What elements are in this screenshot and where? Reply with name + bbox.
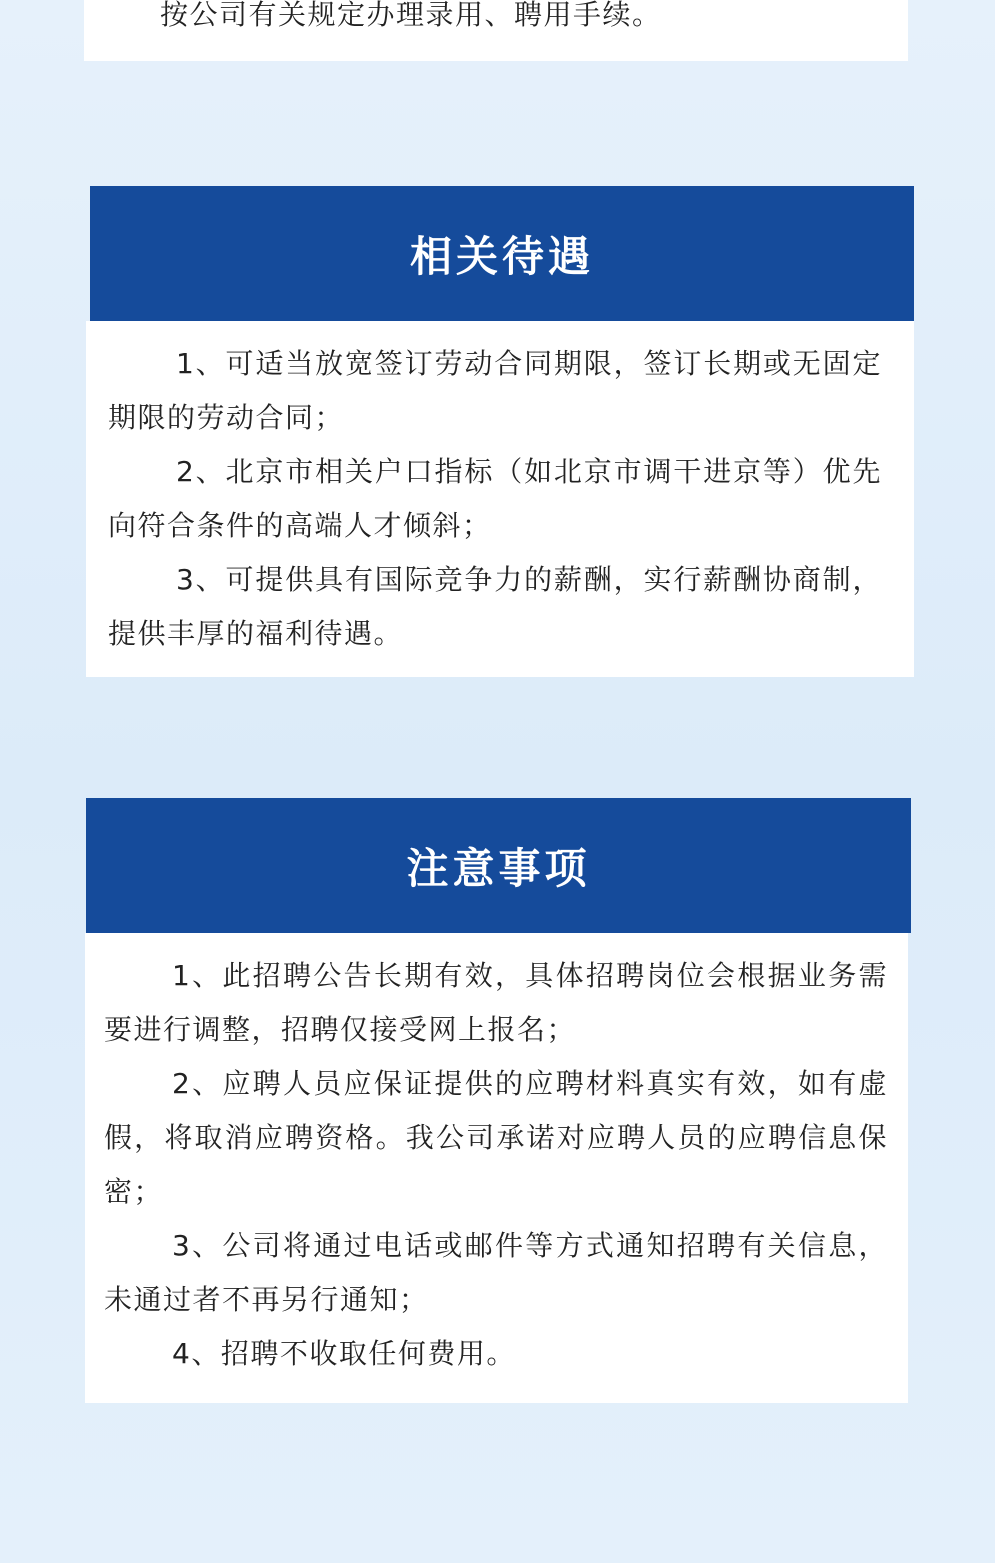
notes-panel: [85, 933, 908, 1403]
notes-item-1: 1、此招聘公告长期有效，具体招聘岗位会根据业务需要进行调整，招聘仅接受网上报名；: [104, 959, 888, 1046]
benefits-panel: [86, 321, 914, 677]
notes-title: 注意事项: [406, 843, 591, 893]
notes-item-2: 2、应聘人员应保证提供的应聘材料真实有效，如有虚假，将取消应聘资格。我公司承诺对应聘人员的应聘信息保密；: [104, 1067, 888, 1208]
benefits-item-2: 2、北京市相关户口指标（如北京市调干进京等）优先向符合条件的高端人才倾斜；: [108, 455, 882, 542]
notes-item-4: 4、招聘不收取任何费用。: [172, 1337, 516, 1370]
notes-item-3: 3、公司将通过电话或邮件等方式通知招聘有关信息，未通过者不再另行通知；: [104, 1229, 888, 1316]
top-card: [84, 0, 908, 61]
benefits-title: 相关待遇: [409, 231, 594, 281]
top-card-text: 按公司有关规定办理录用、聘用手续。: [160, 0, 662, 31]
benefits-item-1: 1、可适当放宽签订劳动合同期限，签订长期或无固定期限的劳动合同；: [108, 347, 882, 434]
benefits-header: [90, 186, 914, 321]
notes-header: [86, 798, 911, 933]
benefits-item-3: 3、可提供具有国际竞争力的薪酬，实行薪酬协商制，提供丰厚的福利待遇。: [108, 563, 882, 650]
